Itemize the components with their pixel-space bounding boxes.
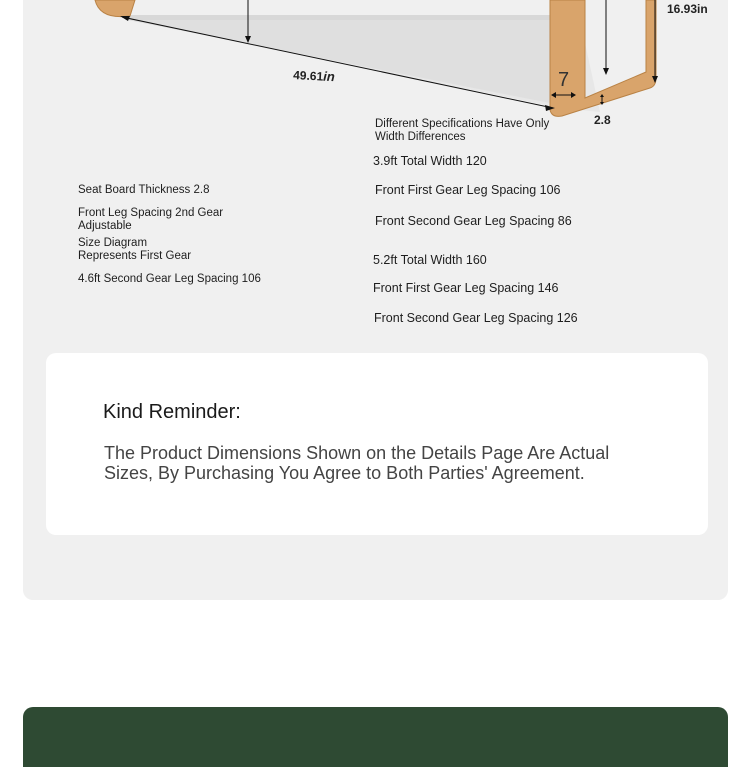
size-diagram-line1: Size Diagram: [78, 237, 148, 249]
right-leg-frame: [550, 0, 656, 116]
spec-note-line1: Different Specifications Have Only: [375, 118, 550, 130]
width-160-text: 5.2ft Total Width 160: [373, 253, 487, 267]
length-unit: in: [322, 68, 336, 85]
width-120-text: 3.9ft Total Width 120: [373, 154, 487, 168]
second-gear-spacing-text: 4.6ft Second Gear Leg Spacing 106: [78, 273, 261, 285]
reminder-body: The Product Dimensions Shown on the Details Page Are Actual Sizes, By Purchasing You Agree to Both Parties' Agreement.: [104, 443, 610, 483]
left-leg-foot: [95, 0, 135, 17]
green-footer-band: [23, 707, 728, 767]
size-diagram-line2: Represents First Gear: [78, 250, 192, 262]
length-arrow-left: [120, 16, 130, 21]
height-label: 16.93in: [667, 2, 708, 16]
length-value: 49.61: [292, 68, 324, 84]
second-gear-86-text: Front Second Gear Leg Spacing 86: [375, 214, 572, 228]
thickness-label: 2.8: [594, 113, 611, 127]
second-gear-126-text: Front Second Gear Leg Spacing 126: [374, 311, 578, 325]
kind-reminder-card: [46, 353, 708, 535]
leg-spacing-line2: Adjustable: [78, 220, 132, 232]
reminder-title: Kind Reminder:: [103, 401, 241, 423]
seat-thickness-text: Seat Board Thickness 2.8: [78, 184, 210, 196]
first-gear-106-text: Front First Gear Leg Spacing 106: [375, 183, 561, 197]
spec-note-line2: Width Differences: [375, 131, 466, 143]
leg-spacing-line1: Front Leg Spacing 2nd Gear: [78, 207, 224, 219]
leg-glyph: 7: [558, 69, 570, 91]
first-gear-146-text: Front First Gear Leg Spacing 146: [373, 281, 559, 295]
length-label: [293, 67, 335, 84]
inner-height-arrow: [603, 68, 609, 75]
